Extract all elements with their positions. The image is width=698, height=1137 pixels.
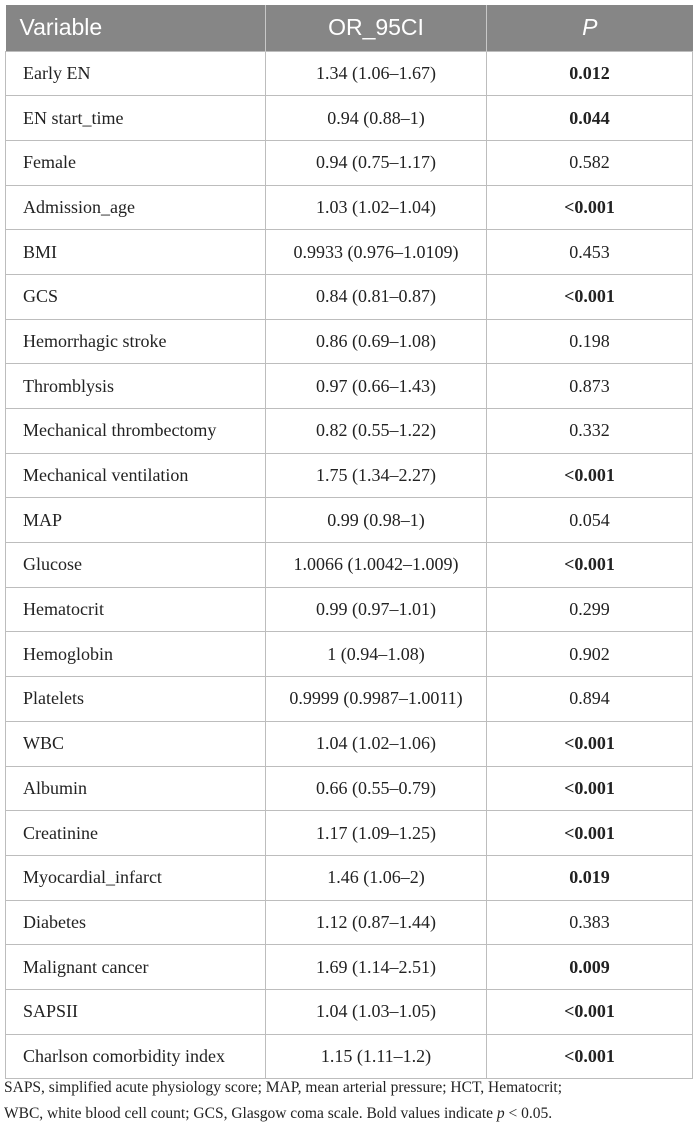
cell-p-value: <0.001 <box>487 185 693 230</box>
table-row <box>6 51 693 96</box>
cell-or-95ci: 1.75 (1.34–2.27) <box>266 453 487 498</box>
table-row <box>6 96 693 141</box>
cell-p-value: 0.873 <box>487 364 693 409</box>
table-row <box>6 632 693 677</box>
table-row <box>6 945 693 990</box>
table-row <box>6 230 693 275</box>
table-row <box>6 677 693 722</box>
cell-variable: Myocardial_infarct <box>6 855 266 900</box>
cell-variable: Female <box>6 140 266 185</box>
table-body <box>6 51 693 1079</box>
cell-or-95ci: 1.03 (1.02–1.04) <box>266 185 487 230</box>
cell-variable: Glucose <box>6 543 266 588</box>
cell-p-value: 0.453 <box>487 230 693 275</box>
cell-or-95ci: 1.46 (1.06–2) <box>266 855 487 900</box>
cell-variable: Early EN <box>6 51 266 96</box>
cell-variable: Hematocrit <box>6 587 266 632</box>
cell-or-95ci: 0.9933 (0.976–1.0109) <box>266 230 487 275</box>
cell-or-95ci: 0.86 (0.69–1.08) <box>266 319 487 364</box>
table-row <box>6 543 693 588</box>
table-row <box>6 319 693 364</box>
table-row <box>6 766 693 811</box>
cell-p-value: 0.332 <box>487 409 693 454</box>
cell-variable: Platelets <box>6 677 266 722</box>
header-p-value: P <box>582 14 598 41</box>
cell-or-95ci: 0.9999 (0.9987–1.0011) <box>266 677 487 722</box>
table-row <box>6 1034 693 1079</box>
table-row <box>6 811 693 856</box>
cell-p-value: <0.001 <box>487 766 693 811</box>
cell-p-value: 0.009 <box>487 945 693 990</box>
cell-or-95ci: 1.04 (1.03–1.05) <box>266 989 487 1034</box>
table-row <box>6 721 693 766</box>
cell-or-95ci: 1.34 (1.06–1.67) <box>266 51 487 96</box>
footnote-line-2-prefix: WBC, white blood cell count; GCS, Glasgow coma scale. Bold values indicate <box>4 1105 497 1122</box>
cell-or-95ci: 1.15 (1.11–1.2) <box>266 1034 487 1079</box>
cell-variable: Creatinine <box>6 811 266 856</box>
cell-or-95ci: 0.94 (0.75–1.17) <box>266 140 487 185</box>
cell-or-95ci: 1.0066 (1.0042–1.009) <box>266 543 487 588</box>
cell-or-95ci: 1.12 (0.87–1.44) <box>266 900 487 945</box>
table-row <box>6 587 693 632</box>
cell-p-value: 0.383 <box>487 900 693 945</box>
table-row <box>6 989 693 1034</box>
cell-or-95ci: 0.97 (0.66–1.43) <box>266 364 487 409</box>
cell-variable: Albumin <box>6 766 266 811</box>
cell-variable: Thromblysis <box>6 364 266 409</box>
regression-table-container <box>5 5 692 1079</box>
cell-variable: MAP <box>6 498 266 543</box>
table-row <box>6 900 693 945</box>
cell-variable: Charlson comorbidity index <box>6 1034 266 1079</box>
cell-or-95ci: 1.69 (1.14–2.51) <box>266 945 487 990</box>
cell-or-95ci: 1.17 (1.09–1.25) <box>266 811 487 856</box>
cell-or-95ci: 0.99 (0.97–1.01) <box>266 587 487 632</box>
cell-variable: WBC <box>6 721 266 766</box>
table-row <box>6 453 693 498</box>
cell-p-value: 0.044 <box>487 96 693 141</box>
footnote-line-2-suffix: < 0.05. <box>504 1105 553 1122</box>
header-variable: Variable <box>6 5 266 51</box>
cell-variable: GCS <box>6 274 266 319</box>
table-header <box>6 5 693 51</box>
cell-variable: Malignant cancer <box>6 945 266 990</box>
table-row <box>6 855 693 900</box>
cell-or-95ci: 0.82 (0.55–1.22) <box>266 409 487 454</box>
cell-variable: EN start_time <box>6 96 266 141</box>
odds-ratio-table <box>5 5 693 1079</box>
cell-or-95ci: 1.04 (1.02–1.06) <box>266 721 487 766</box>
footnote-line-2 <box>4 1101 694 1127</box>
cell-p-value: <0.001 <box>487 1034 693 1079</box>
cell-variable: Mechanical thrombectomy <box>6 409 266 454</box>
cell-variable: Diabetes <box>6 900 266 945</box>
cell-p-value: <0.001 <box>487 453 693 498</box>
cell-p-value: 0.299 <box>487 587 693 632</box>
cell-variable: Mechanical ventilation <box>6 453 266 498</box>
cell-or-95ci: 0.84 (0.81–0.87) <box>266 274 487 319</box>
cell-variable: Hemoglobin <box>6 632 266 677</box>
header-row <box>6 5 693 51</box>
table-row <box>6 498 693 543</box>
table-row <box>6 409 693 454</box>
cell-p-value: 0.198 <box>487 319 693 364</box>
cell-or-95ci: 0.66 (0.55–0.79) <box>266 766 487 811</box>
cell-or-95ci: 0.99 (0.98–1) <box>266 498 487 543</box>
footnote-p-symbol: p <box>496 1105 505 1122</box>
cell-p-value: 0.012 <box>487 51 693 96</box>
table-row <box>6 364 693 409</box>
cell-p-value: <0.001 <box>487 811 693 856</box>
cell-p-value: 0.582 <box>487 140 693 185</box>
table-row <box>6 140 693 185</box>
cell-p-value: 0.894 <box>487 677 693 722</box>
cell-or-95ci: 1 (0.94–1.08) <box>266 632 487 677</box>
cell-p-value: <0.001 <box>487 721 693 766</box>
cell-or-95ci: 0.94 (0.88–1) <box>266 96 487 141</box>
table-row <box>6 185 693 230</box>
cell-variable: Hemorrhagic stroke <box>6 319 266 364</box>
cell-variable: Admission_age <box>6 185 266 230</box>
cell-p-value: 0.902 <box>487 632 693 677</box>
header-or-95ci: OR_95CI <box>266 5 487 51</box>
cell-variable: SAPSII <box>6 989 266 1034</box>
cell-p-value: <0.001 <box>487 543 693 588</box>
table-footnote <box>4 1075 694 1127</box>
table-row <box>6 274 693 319</box>
cell-p-value: <0.001 <box>487 989 693 1034</box>
cell-variable: BMI <box>6 230 266 275</box>
cell-p-value: <0.001 <box>487 274 693 319</box>
cell-p-value: 0.019 <box>487 855 693 900</box>
cell-p-value: 0.054 <box>487 498 693 543</box>
footnote-line-1: SAPS, simplified acute physiology score; MAP, mean arterial pressure; HCT, Hematocrit; <box>4 1079 563 1096</box>
